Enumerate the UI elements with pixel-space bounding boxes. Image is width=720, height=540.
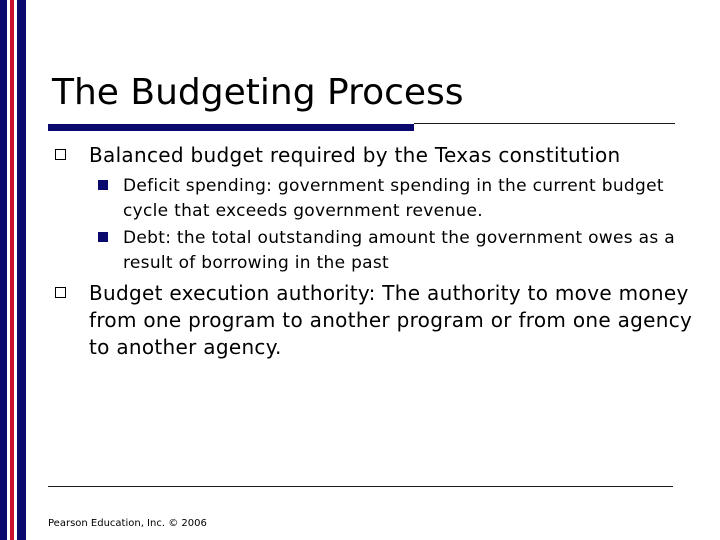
navy-stripe — [0, 0, 7, 540]
hollow-square-bullet-icon — [55, 287, 66, 298]
flag-stripe-band — [0, 0, 26, 540]
filled-square-bullet-icon — [98, 232, 108, 242]
footer-rule-line — [48, 486, 673, 487]
title-underline-bar — [48, 124, 414, 131]
sub-bullet-text: Debt: the total outstanding amount the government owes as a result of borrowing in the past — [123, 228, 675, 273]
sub-bullet-text: Deficit spending: government spending in the current budget cycle that exceeds government revenue. — [123, 176, 664, 221]
navy-stripe — [17, 0, 26, 540]
footer-copyright: Pearson Education, Inc. © 2006 — [48, 518, 207, 529]
filled-square-bullet-icon — [98, 180, 108, 190]
slide-title: The Budgeting Process — [52, 72, 464, 113]
title-rule-line — [414, 123, 675, 124]
hollow-square-bullet-icon — [55, 149, 66, 160]
bullet-text: Balanced budget required by the Texas constitution — [89, 143, 621, 167]
bullet-text: Budget execution authority: The authority to move money from one program to another program or from one agency to another agency. — [89, 281, 693, 359]
